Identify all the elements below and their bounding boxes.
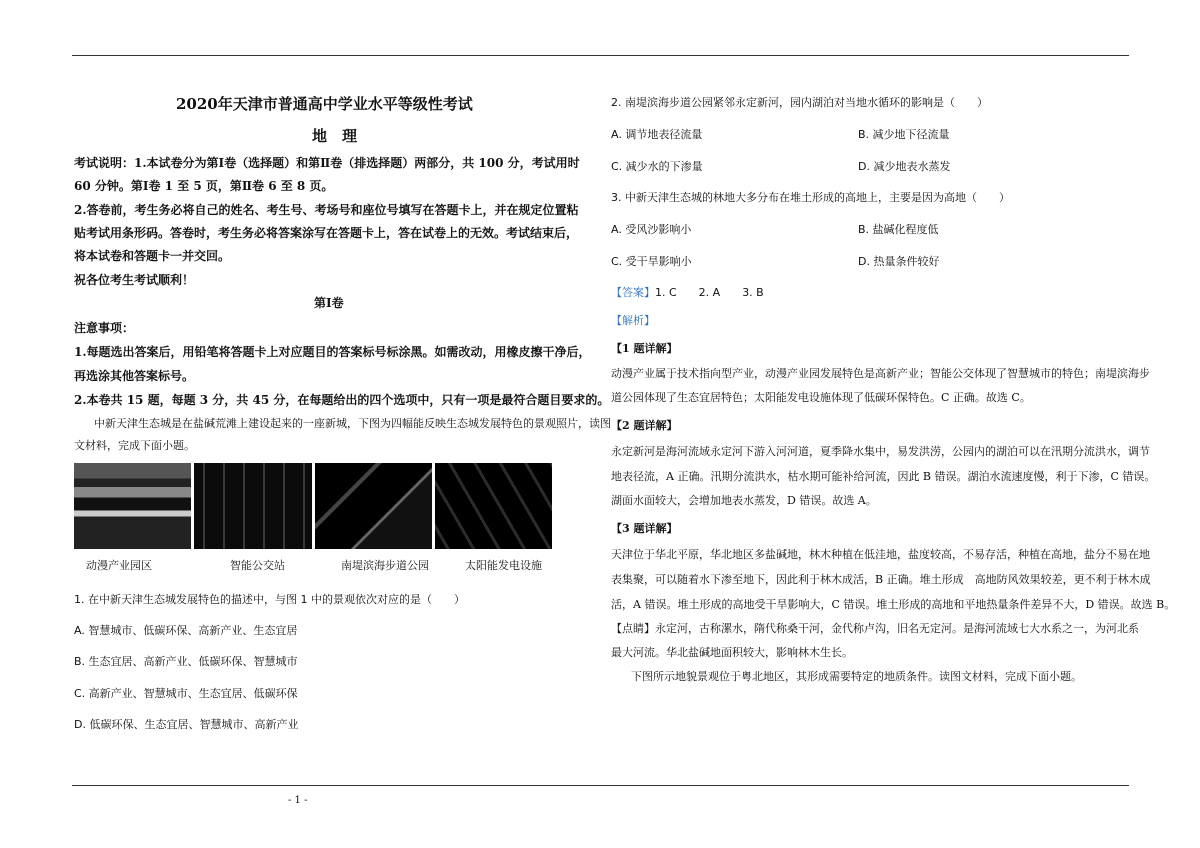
q2-option-a: A. 调节地表径流量 (611, 128, 703, 141)
photo-solar-facility (435, 463, 552, 549)
answer-line (611, 285, 764, 301)
q3-option-c: C. 受干旱影响小 (611, 255, 692, 268)
q1-option-b: B. 生态宜居、高新产业、低碳环保、智慧城市 (74, 655, 298, 668)
photo-seaside-park (315, 463, 432, 549)
detail-3-line: 活，A 错误。堆土形成的高地受干旱影响大，C 错误。堆土形成的高地和平地热量条件差异不大，D 错误。故选 B。 (611, 598, 1176, 611)
detail-3-line: 表集聚，可以随着水下渗至地下，因此利于林木成活，B 正确。堆土形成 高地防风效果较差，更不利于林木成 (611, 573, 1151, 586)
next-material: 下图所示地貌景观位于粤北地区，其形成需要特定的地质条件。读图文材料，完成下面小题。 (631, 670, 1082, 683)
section-title: 第Ⅰ卷 (314, 296, 344, 310)
instruction-line: 祝各位考生考试顺利！ (74, 273, 195, 287)
q2-option-d: D. 减少地表水蒸发 (858, 160, 951, 173)
question-1: 1. 在中新天津生态城发展特色的描述中，与图 1 中的景观依次对应的是（ ） (74, 593, 465, 606)
q1-option-d: D. 低碳环保、生态宜居、智慧城市、高新产业 (74, 718, 299, 731)
material-line: 中新天津生态城是在盐碱荒滩上建设起来的一座新城，下图为四幅能反映生态城发展特色的景观照片，读图 (94, 417, 611, 430)
detail-3-title: 【3 题详解】 (611, 522, 678, 535)
note-line: 再选涂其他答案标号。 (74, 369, 195, 383)
photo-animation-park (74, 463, 191, 549)
note-line: 1.每题选出答案后，用铅笔将答题卡上对应题目的答案标号标涂黑。如需改动，用橡皮擦干净后， (74, 345, 591, 359)
instruction-line: 贴考试用条形码。答卷时，考生务必将答案涂写在答题卡上，答在试卷上的无效。考试结束后， (74, 226, 579, 240)
q1-option-a: A. 智慧城市、低碳环保、高新产业、生态宜居 (74, 624, 298, 637)
tip-line: 【点睛】永定河，古称漯水，隋代称桑干河，金代称卢沟，旧名无定河。是海河流域七大水系之一，为河北系 (611, 622, 1139, 635)
tip-line: 最大河流。华北盐碱地面积较大，影响林木生长。 (611, 646, 853, 659)
photo-caption: 动漫产业园区 (86, 559, 152, 572)
q2-option-c: C. 减少水的下渗量 (611, 160, 703, 173)
header-rule (72, 55, 1129, 56)
detail-2-line: 地表径流，A 正确。汛期分流洪水，枯水期可能补给河流，因此 B 错误。湖泊水流速度慢，利于下渗，C 错误。 (611, 470, 1156, 483)
detail-1-line: 道公园体现了生态宜居特色；太阳能发电设施体现了低碳环保特色。C 正确。故选 C。 (611, 391, 1031, 404)
footer-rule (72, 785, 1129, 786)
q3-option-a: A. 受风沙影响小 (611, 223, 692, 236)
detail-1-line: 动漫产业属于技术指向型产业，动漫产业园发展特色是高新产业；智能公交体现了智慧城市的特色；南堤滨海步 (611, 367, 1150, 380)
answer-label: 【答案】 (611, 286, 655, 299)
page-number: - 1 - (288, 795, 308, 806)
photo-caption: 智能公交站 (230, 559, 285, 572)
material-line: 文材料，完成下面小题。 (74, 439, 195, 452)
note-line: 2.本卷共 15 题，每题 3 分，共 45 分，在每题给出的四个选项中，只有一项是最符合题目要求的。 (74, 393, 610, 407)
detail-3-line: 天津位于华北平原，华北地区多盐碱地，林木种植在低洼地，盐度较高，不易存活，种植在高地，盐分不易在地 (611, 548, 1150, 561)
instruction-line: 60 分钟。第Ⅰ卷 1 至 5 页，第Ⅱ卷 6 至 8 页。 (74, 179, 334, 193)
question-3: 3. 中新天津生态城的林地大多分布在堆土形成的高地上，主要是因为高地（ ） (611, 191, 1010, 204)
question-2: 2. 南堤滨海步道公园紧邻永定新河，园内湖泊对当地水循环的影响是（ ） (611, 96, 988, 109)
instruction-line: 考试说明：1.本试卷分为第Ⅰ卷（选择题）和第Ⅱ卷（排选择题）两部分，共 100 分，考试用时 (74, 156, 580, 170)
photo-strip (74, 463, 552, 549)
detail-2-title: 【2 题详解】 (611, 419, 678, 432)
instruction-line: 将本试卷和答题卡一并交回。 (74, 249, 231, 263)
photo-smart-bus-station (194, 463, 311, 549)
q2-option-b: B. 减少地下径流量 (858, 128, 950, 141)
answer-text: 1. C 2. A 3. B (655, 286, 764, 299)
photo-caption: 太阳能发电设施 (465, 559, 542, 572)
instruction-line: 2.答卷前，考生务必将自己的姓名、考生号、考场号和座位号填写在答题卡上，并在规定位置粘 (74, 203, 579, 217)
detail-2-line: 永定新河是海河流域永定河下游入河河道，夏季降水集中，易发洪涝，公园内的湖泊可以在汛期分流洪水，调节 (611, 445, 1150, 458)
q3-option-d: D. 热量条件较好 (858, 255, 940, 268)
detail-2-line: 湖面水面较大，会增加地表水蒸发，D 错误。故选 A。 (611, 494, 877, 507)
notes-title: 注意事项： (74, 321, 135, 335)
exam-title: 2020年天津市普通高中学业水平等级性考试 (176, 95, 473, 113)
photo-caption: 南堤滨海步道公园 (341, 559, 429, 572)
subject-title: 地 理 (312, 127, 358, 145)
detail-1-title: 【1 题详解】 (611, 342, 678, 355)
q1-option-c: C. 高新产业、智慧城市、生态宜居、低碳环保 (74, 687, 298, 700)
analysis-label: 【解析】 (611, 314, 655, 327)
q3-option-b: B. 盐碱化程度低 (858, 223, 939, 236)
